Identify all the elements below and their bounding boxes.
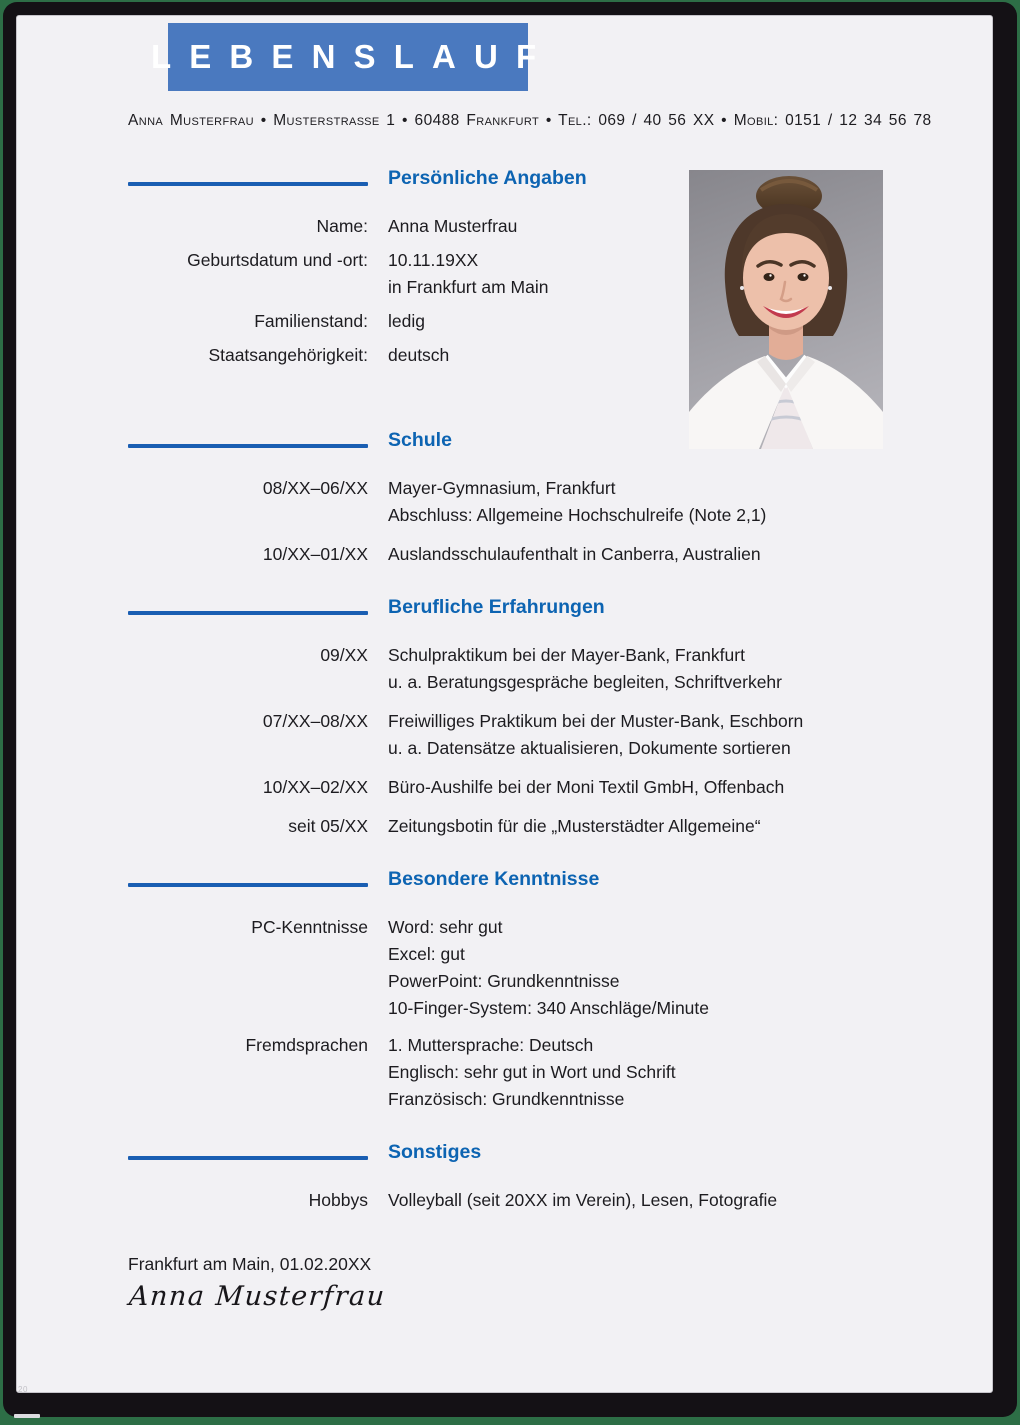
table-row: [128, 342, 956, 369]
section-schule: [128, 429, 956, 568]
section-rule: [128, 1156, 368, 1160]
row-content: [388, 914, 956, 1022]
row-line: Freiwilliges Praktikum bei der Muster-Bank, Eschborn: [388, 711, 804, 731]
section-head: [128, 167, 956, 190]
section-rule: [128, 883, 368, 887]
row-label: Hobbys: [308, 1190, 368, 1210]
table-row: [128, 541, 956, 568]
row-line: Französisch: Grundkenntnisse: [388, 1089, 625, 1109]
table-row: [128, 708, 956, 762]
table-row: [128, 914, 956, 1022]
row-line: Büro-Aushilfe bei der Moni Textil GmbH, Offenbach: [388, 777, 785, 797]
row-line: Word: sehr gut: [388, 917, 503, 937]
row-line: u. a. Datensätze aktualisieren, Dokumente sortieren: [388, 738, 791, 758]
row-label: Staatsangehörigkeit:: [208, 345, 368, 365]
row-line: Volleyball (seit 20XX im Verein), Lesen, Fotografie: [388, 1190, 778, 1210]
table-row: [128, 774, 956, 801]
row-line: Anna Musterfrau: [388, 216, 518, 236]
row-label: Familienstand:: [254, 311, 368, 331]
table-row: [128, 213, 956, 240]
row-content: [388, 1187, 956, 1214]
frame-corner-mark: 20: [18, 1385, 28, 1394]
section-sonstiges: [128, 1141, 956, 1214]
section-title: Sonstiges: [388, 1141, 482, 1163]
contact-line: Anna Musterfrau • Musterstraße 1 • 60488 Frankfurt • Tel.: 069 / 40 56 XX • Mobil: 0151 / 12 34 56 78: [128, 112, 932, 129]
section-head: [128, 1141, 956, 1164]
row-content: [388, 475, 956, 529]
table-row: [128, 308, 956, 335]
footer: [128, 1251, 956, 1312]
row-content: [388, 1032, 956, 1113]
section-title: Persönliche Angaben: [388, 167, 587, 189]
row-label: 10/XX–01/XX: [262, 544, 368, 564]
row-content: [388, 708, 956, 762]
row-label: PC-Kenntnisse: [251, 917, 368, 937]
row-label: 08/XX–06/XX: [262, 478, 368, 498]
row-label: 10/XX–02/XX: [262, 777, 368, 797]
section-kenntnisse: [128, 868, 956, 1113]
row-label: Geburtsdatum und -ort:: [187, 250, 368, 270]
table-row: [128, 1187, 956, 1214]
row-line: Abschluss: Allgemeine Hochschulreife (Note 2,1): [388, 505, 767, 525]
row-line: Zeitungsbotin für die „Musterstädter Allgemeine“: [388, 816, 761, 836]
row-line: 10-Finger-System: 340 Anschläge/Minute: [388, 998, 709, 1018]
signature: Anna Musterfrau: [128, 1281, 387, 1312]
row-content: [388, 213, 956, 240]
row-line: 10.11.19XX: [388, 250, 479, 270]
table-row: [128, 247, 956, 301]
section-head: [128, 596, 956, 619]
row-content: [388, 541, 956, 568]
section-head: [128, 429, 956, 452]
section-rule: [128, 611, 368, 615]
row-content: [388, 308, 956, 335]
table-row: [128, 813, 956, 840]
row-line: Excel: gut: [388, 944, 465, 964]
row-line: u. a. Beratungsgespräche begleiten, Schriftverkehr: [388, 672, 782, 692]
row-line: in Frankfurt am Main: [388, 277, 549, 297]
sections: [128, 167, 956, 1214]
row-content: [388, 774, 956, 801]
row-label: 07/XX–08/XX: [262, 711, 368, 731]
row-line: Mayer-Gymnasium, Frankfurt: [388, 478, 616, 498]
row-line: ledig: [388, 311, 425, 331]
table-row: [128, 475, 956, 529]
row-content: [388, 813, 956, 840]
section-beruf: [128, 596, 956, 840]
row-line: 1. Muttersprache: Deutsch: [388, 1035, 594, 1055]
resume-page: [16, 15, 993, 1393]
row-label: 09/XX: [320, 645, 368, 665]
section-title: Besondere Kenntnisse: [388, 868, 600, 890]
table-row: [128, 642, 956, 696]
row-line: Auslandsschulaufenthalt in Canberra, Australien: [388, 544, 761, 564]
table-row: [128, 1032, 956, 1113]
resume-body: [17, 16, 992, 1312]
row-line: Englisch: sehr gut in Wort und Schrift: [388, 1062, 676, 1082]
row-line: Schulpraktikum bei der Mayer-Bank, Frankfurt: [388, 645, 745, 665]
place-date: Frankfurt am Main, 01.02.20XX: [128, 1254, 372, 1274]
section-title: Schule: [388, 429, 452, 451]
row-label: seit 05/XX: [288, 816, 368, 836]
section-title: Berufliche Erfahrungen: [388, 596, 605, 618]
row-content: [388, 342, 956, 369]
section-rule: [128, 444, 368, 448]
row-line: PowerPoint: Grundkenntnisse: [388, 971, 620, 991]
row-label: Fremdsprachen: [245, 1035, 368, 1055]
section-head: [128, 868, 956, 891]
row-line: deutsch: [388, 345, 450, 365]
row-content: [388, 642, 956, 696]
row-content: [388, 247, 956, 301]
section-personal: [128, 167, 956, 369]
page-title: LEBENSLAUF: [150, 38, 555, 75]
section-rule: [128, 182, 368, 186]
row-label: Name:: [316, 216, 368, 236]
frame-speck: [14, 1414, 40, 1418]
